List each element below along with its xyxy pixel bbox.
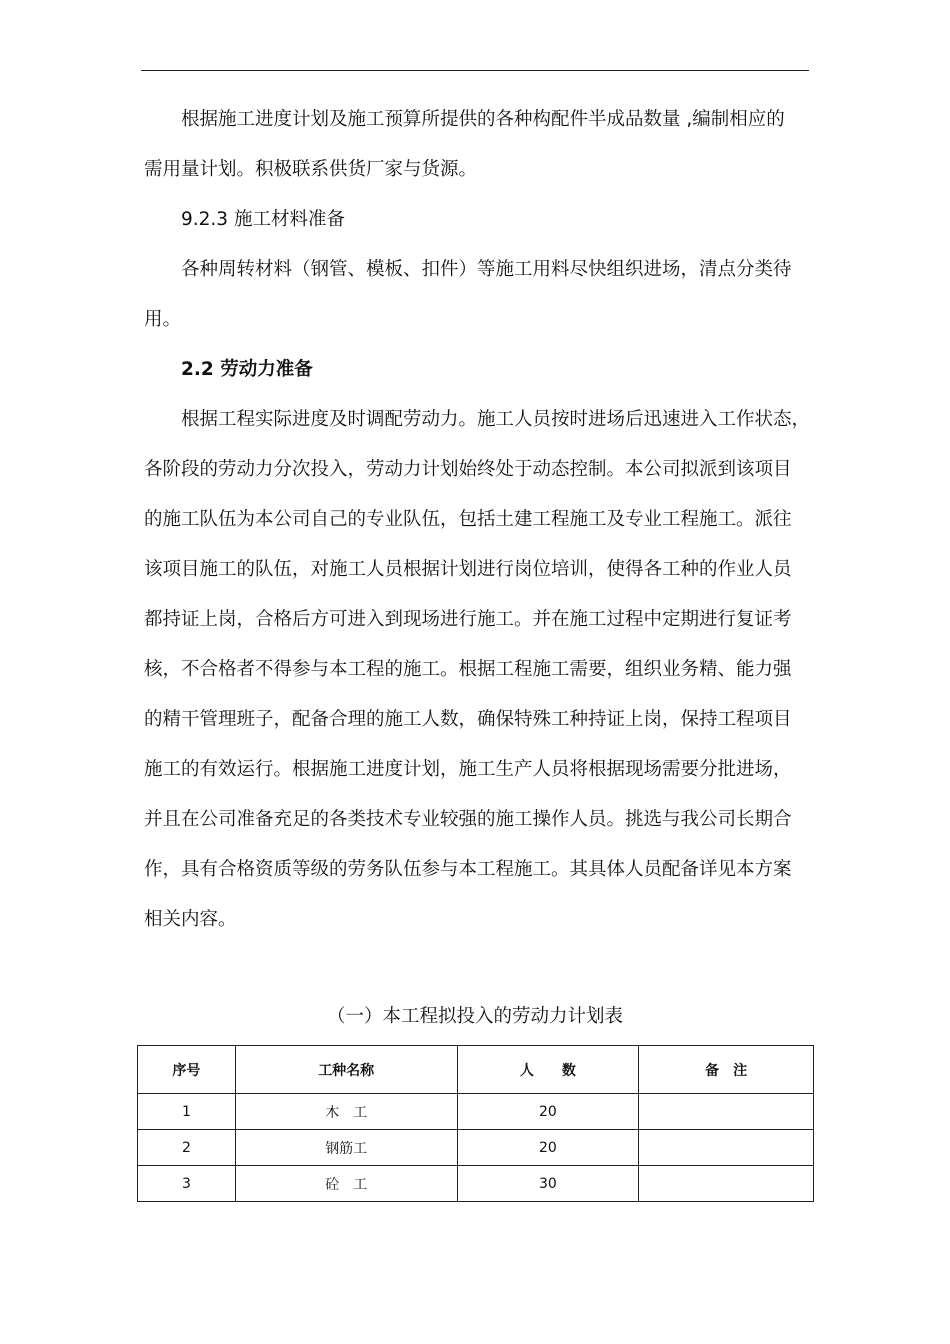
cell-remark	[639, 1166, 814, 1202]
cell-remark	[639, 1094, 814, 1130]
table-row	[138, 1130, 814, 1166]
header-cell-count: 人 数	[457, 1046, 639, 1094]
table-row	[138, 1094, 814, 1130]
paragraph-line: 并且在公司准备充足的各类技术专业较强的施工操作人员。挑选与我公司长期合	[144, 809, 792, 830]
header-cell-remark: 备 注	[639, 1046, 814, 1094]
cell-index: 3	[138, 1166, 236, 1202]
table-header-row	[138, 1046, 814, 1094]
paragraph-line: 该项目施工的队伍，对施工人员根据计划进行岗位培训，使得各工种的作业人员	[144, 559, 792, 580]
labor-plan-table	[137, 1045, 814, 1202]
cell-trade: 砼 工	[235, 1166, 457, 1202]
paragraph-line: 施工的有效运行。根据施工进度计划，施工生产人员将根据现场需要分批进场，	[144, 759, 792, 780]
table-row	[138, 1166, 814, 1202]
paragraph-line: 用。	[144, 309, 182, 330]
cell-count: 30	[457, 1166, 639, 1202]
header-cell-trade: 工种名称	[235, 1046, 457, 1094]
paragraph-line: 根据工程实际进度及时调配劳动力。施工人员按时进场后迅速进入工作状态，	[181, 409, 811, 430]
paragraph-line: 根据施工进度计划及施工预算所提供的各种构配件半成品数量 ,编制相应的	[181, 109, 785, 130]
paragraph-line: 相关内容。	[144, 909, 237, 930]
cell-trade: 木 工	[235, 1094, 457, 1130]
table-title: （一）本工程拟投入的劳动力计划表	[326, 1006, 623, 1027]
cell-index: 1	[138, 1094, 236, 1130]
paragraph-line: 各种周转材料（钢管、模板、扣件）等施工用料尽快组织进场，清点分类待	[181, 259, 792, 280]
cell-remark	[639, 1130, 814, 1166]
cell-count: 20	[457, 1130, 639, 1166]
cell-trade: 钢筋工	[235, 1130, 457, 1166]
paragraph-line: 的精干管理班子，配备合理的施工人数，确保特殊工种持证上岗，保持工程项目	[144, 709, 792, 730]
subsection-heading: 9.2.3 施工材料准备	[181, 209, 345, 230]
paragraph-line: 需用量计划。积极联系供货厂家与货源。	[144, 159, 478, 180]
cell-index: 2	[138, 1130, 236, 1166]
paragraph-line: 作，具有合格资质等级的劳务队伍参与本工程施工。其具体人员配备详见本方案	[144, 859, 792, 880]
paragraph-line: 各阶段的劳动力分次投入，劳动力计划始终处于动态控制。本公司拟派到该项目	[144, 459, 792, 480]
cell-count: 20	[457, 1094, 639, 1130]
section-heading: 2.2 劳动力准备	[181, 359, 313, 380]
header-rule	[141, 70, 809, 71]
header-cell-index: 序号	[138, 1046, 236, 1094]
paragraph-line: 都持证上岗，合格后方可进入到现场进行施工。并在施工过程中定期进行复证考	[144, 609, 792, 630]
paragraph-line: 的施工队伍为本公司自己的专业队伍，包括土建工程施工及专业工程施工。派往	[144, 509, 792, 530]
paragraph-line: 核，不合格者不得参与本工程的施工。根据工程施工需要，组织业务精、能力强	[144, 659, 792, 680]
